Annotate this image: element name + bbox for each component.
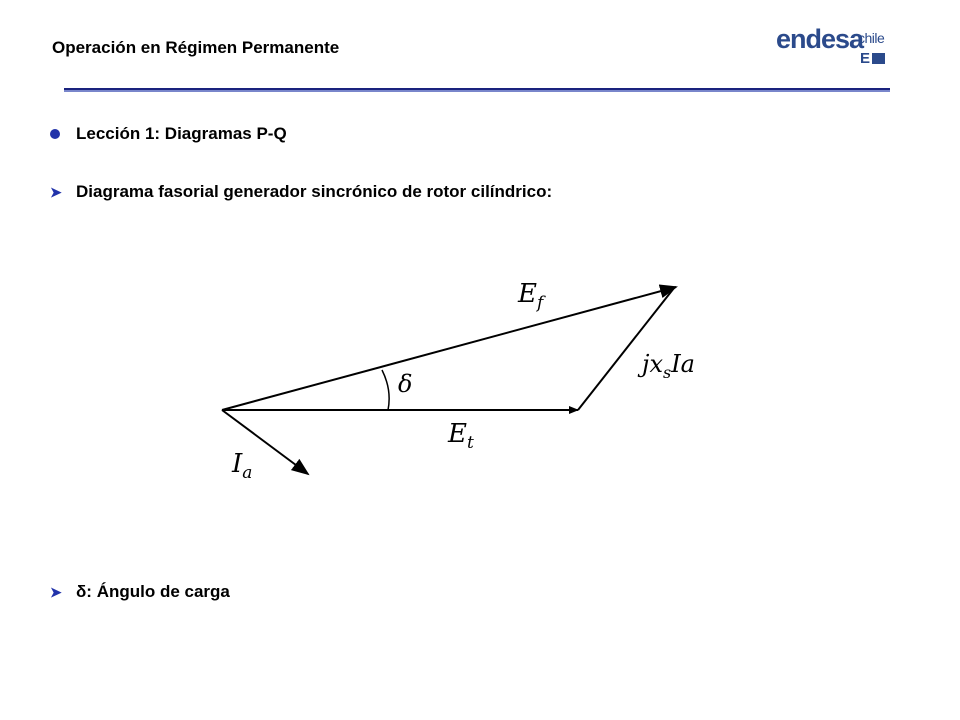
logo-word: endesa: [776, 24, 864, 54]
ef-phasor: [222, 287, 676, 410]
arrow-bullet-icon: ➤: [50, 583, 62, 600]
logo-sub: chile: [858, 30, 885, 46]
jxs-ia-label: $jx_sIa$: [642, 350, 695, 382]
bullet-diagram-text: Diagrama fasorial generador sincrónico de rotor cilíndrico:: [76, 182, 553, 201]
ef-label: $E_f$: [518, 279, 544, 313]
bullet-delta-text: δ: Ángulo de carga: [76, 582, 230, 601]
delta-angle-arc: [382, 370, 389, 410]
et-label: $E_t$: [448, 419, 474, 453]
logo-mark: E: [860, 50, 871, 67]
page-title: Operación en Régimen Permanente: [52, 38, 340, 57]
jxs-ia-phasor: [578, 288, 674, 410]
arrow-bullet-icon: ➤: [50, 183, 62, 200]
ia-label: $I_a$: [232, 449, 253, 483]
delta-label: δ: [398, 370, 413, 398]
bullet-lesson-text: Lección 1: Diagramas P-Q: [76, 124, 287, 143]
